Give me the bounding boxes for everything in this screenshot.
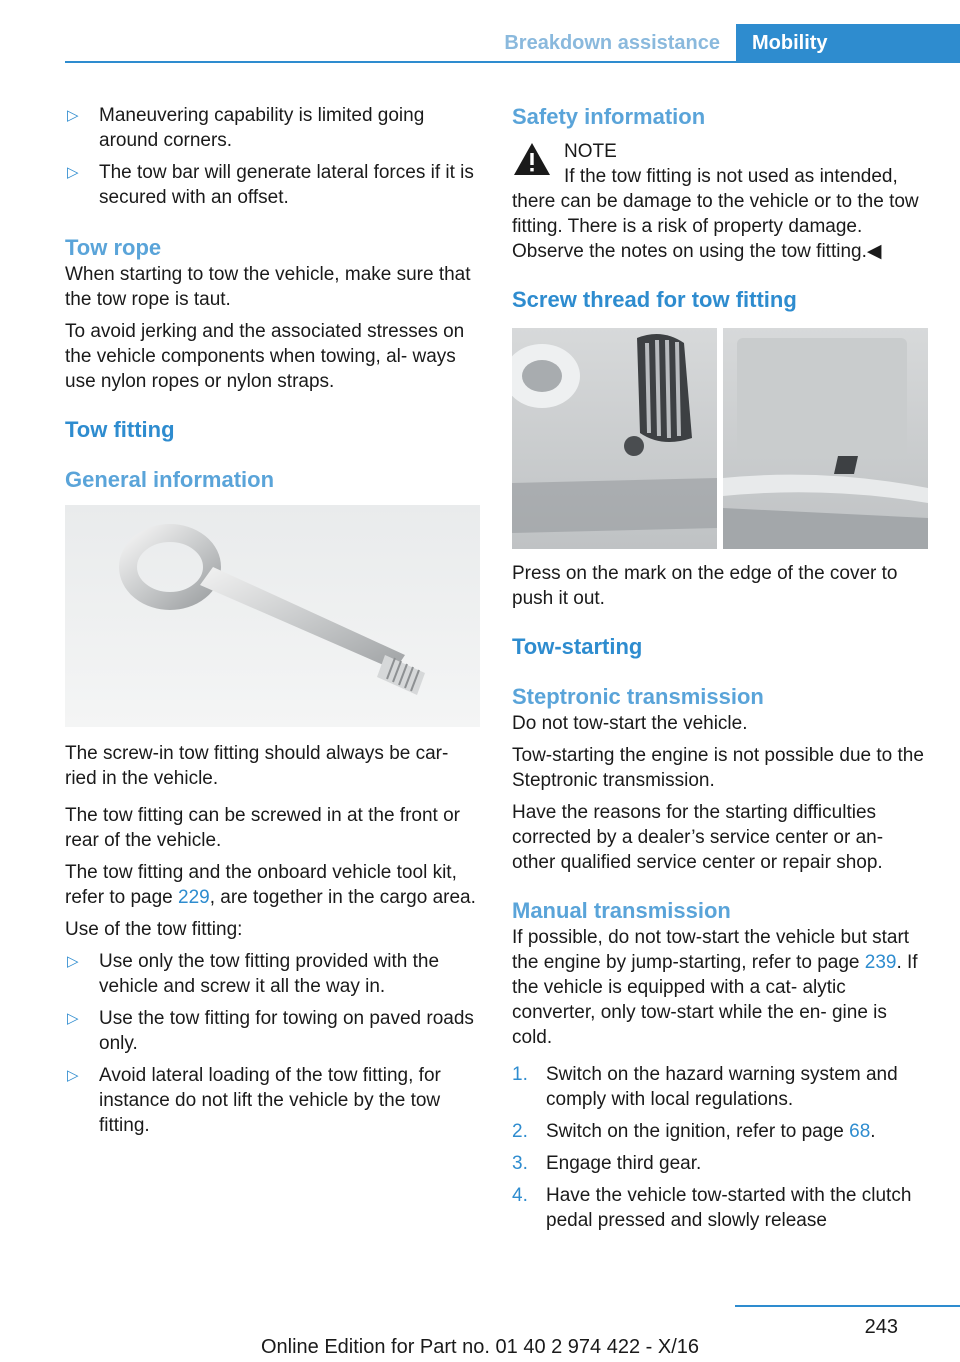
header-rule bbox=[65, 61, 960, 63]
warning-triangle-icon bbox=[512, 141, 552, 177]
note-text: If the tow fitting is not used as intended, there can be damage to the vehicle or to the tow fitting. There is a risk of property damage. Observe the notes on using the tow fitting.◀ bbox=[512, 166, 919, 262]
heading-safety-information: Safety information bbox=[512, 104, 706, 129]
subheading-steptronic: Steptronic transmission bbox=[512, 684, 764, 709]
right-column bbox=[512, 103, 930, 1240]
paragraph: The screw-in tow fitting should always be car‐ ried in the vehicle. bbox=[65, 743, 449, 789]
list-item: ▷ The tow bar will generate lateral forces if it is secured with an offset. bbox=[67, 162, 474, 208]
paragraph: Tow-starting the engine is not possible due to the Steptronic transmission. bbox=[512, 745, 924, 791]
note-box bbox=[512, 139, 930, 164]
step-number: 1. bbox=[512, 1064, 528, 1085]
left-column bbox=[65, 103, 483, 1145]
paragraph: When starting to tow the vehicle, make sure that the tow rope is taut. bbox=[65, 264, 471, 310]
numbered-steps bbox=[512, 1062, 930, 1233]
list-item: ▷ Avoid lateral loading of the tow fitting, for instance do not lift the vehicle by the tow fitting. bbox=[67, 1065, 441, 1136]
list-item: 4. Have the vehicle tow-started with the clutch pedal pressed and slowly release bbox=[512, 1185, 912, 1231]
bullet-triangle-icon: ▷ bbox=[67, 1067, 79, 1084]
bullet-list-top bbox=[65, 103, 483, 210]
heading-tow-starting: Tow-starting bbox=[512, 634, 643, 659]
header-tab-mobility: Mobility bbox=[736, 24, 960, 62]
bullet-triangle-icon: ▷ bbox=[67, 107, 79, 124]
bullet-triangle-icon: ▷ bbox=[67, 1010, 79, 1027]
bumper-cover-image bbox=[512, 328, 928, 549]
header-section-title: Breakdown assistance bbox=[504, 32, 720, 54]
heading-tow-rope: Tow rope bbox=[65, 235, 162, 260]
footer-rule bbox=[735, 1305, 960, 1307]
bullet-triangle-icon: ▷ bbox=[67, 953, 79, 970]
list-item: ▷ Maneuvering capability is limited going around corners. bbox=[67, 105, 425, 151]
bullet-list-usage bbox=[65, 949, 483, 1138]
page-link-239[interactable]: 239 bbox=[864, 952, 897, 973]
list-item: 2. Switch on the ignition, refer to page 68. bbox=[512, 1121, 876, 1142]
paragraph-with-ref: The tow fitting and the onboard vehicle tool kit, refer to page 229, are together in the cargo area. bbox=[65, 862, 476, 908]
tow-fitting-image bbox=[65, 505, 480, 727]
bullet-triangle-icon: ▷ bbox=[67, 164, 79, 181]
page-number: 243 bbox=[864, 1316, 898, 1338]
edition-footer: Online Edition for Part no. 01 40 2 974 422 - X/16 bbox=[260, 1336, 700, 1358]
list-item: 1. Switch on the hazard warning system and comply with local regulations. bbox=[512, 1064, 898, 1110]
paragraph: Do not tow-start the vehicle. bbox=[512, 713, 748, 734]
page-link-229[interactable]: 229 bbox=[178, 887, 210, 908]
image-caption: Press on the mark on the edge of the cover to push it out. bbox=[512, 563, 898, 609]
note-label: NOTE bbox=[564, 141, 617, 162]
heading-screw-thread: Screw thread for tow fitting bbox=[512, 287, 797, 312]
page-link-68[interactable]: 68 bbox=[849, 1121, 871, 1142]
paragraph: Have the reasons for the starting difficulties corrected by a dealer’s service center or an‐ other qualified service center or repair shop. bbox=[512, 802, 884, 873]
paragraph: Use of the tow fitting: bbox=[65, 919, 243, 940]
step-number: 4. bbox=[512, 1185, 528, 1206]
paragraph: To avoid jerking and the associated stresses on the vehicle components when towing, al‐ ways use nylon ropes or nylon straps. bbox=[65, 321, 465, 392]
list-item: ▷ Use the tow fitting for towing on paved roads only. bbox=[67, 1008, 474, 1054]
paragraph: The tow fitting can be screwed in at the front or rear of the vehicle. bbox=[65, 805, 460, 851]
paragraph-with-ref: If possible, do not tow-start the vehicle but start the engine by jump-starting, refer to page 239. If the vehicle is equipped with a cat‐ alytic converter, only tow-start while the en‐ gine is cold. bbox=[512, 927, 918, 1048]
subheading-general-information: General information bbox=[65, 467, 275, 492]
heading-tow-fitting: Tow fitting bbox=[65, 417, 175, 442]
step-number: 2. bbox=[512, 1121, 528, 1142]
list-item: 3. Engage third gear. bbox=[512, 1153, 702, 1174]
subheading-manual-transmission: Manual transmission bbox=[512, 898, 731, 923]
step-number: 3. bbox=[512, 1153, 528, 1174]
list-item: ▷ Use only the tow fitting provided with the vehicle and screw it all the way in. bbox=[67, 951, 440, 997]
